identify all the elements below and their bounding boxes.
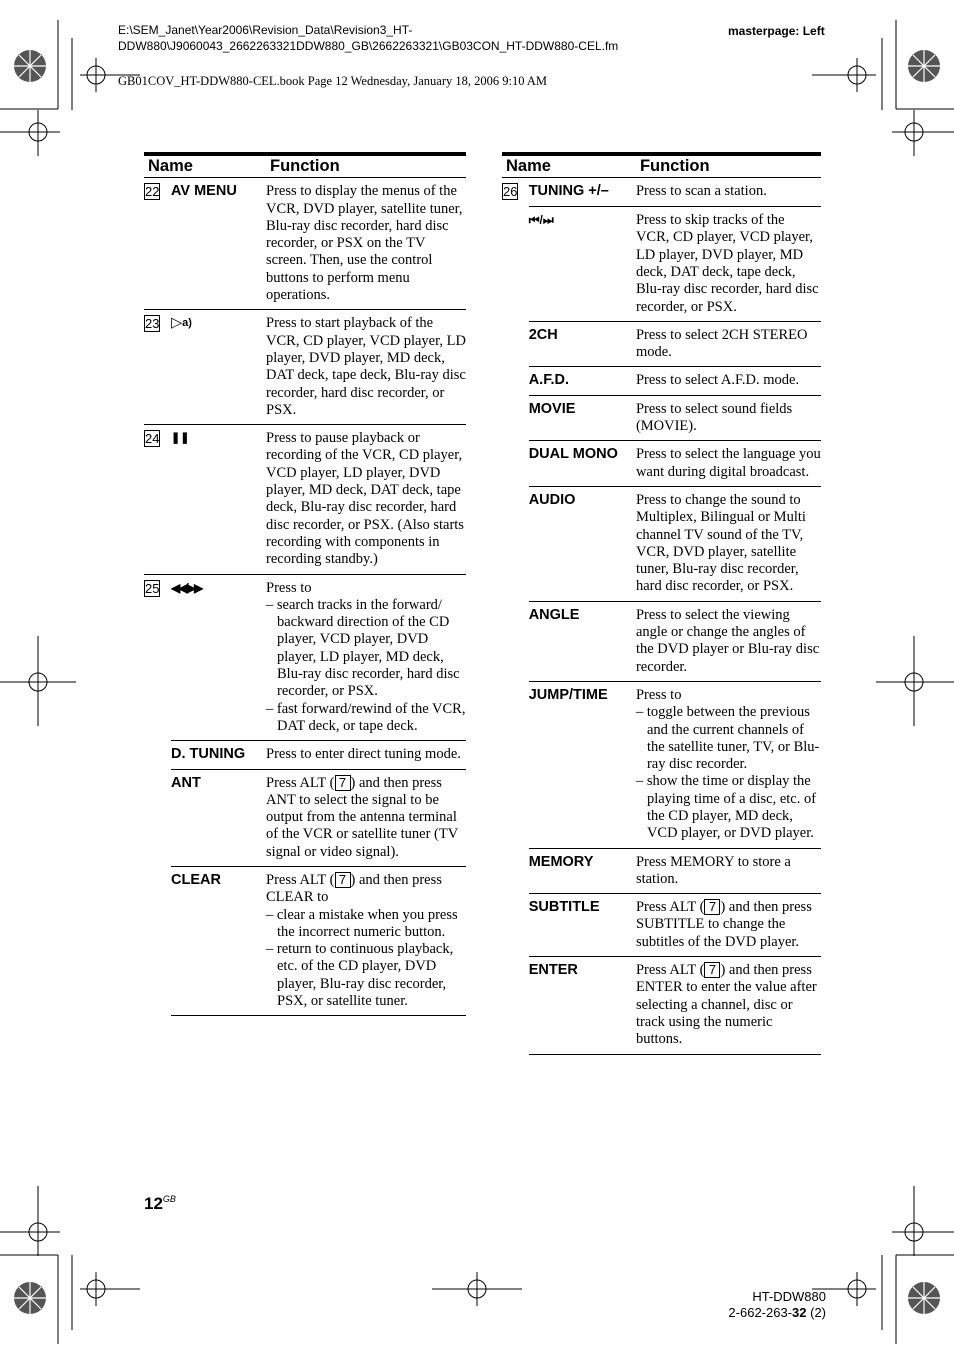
table-row (502, 321, 821, 367)
function-bullet: – clear a mistake when you press the incorrect numeric button. (266, 906, 458, 940)
table-header-row (502, 154, 821, 178)
table-row (502, 395, 821, 441)
button-function: Press ALT ( 7 ) and then press ENTER to enter the value after selecting a channel, disc or track using the numeric buttons. (636, 957, 821, 1054)
button-name: JUMP/TIME (529, 681, 636, 848)
item-number-badge: 24 (145, 431, 160, 447)
button-function: Press to select the language you want during digital broadcast. (636, 441, 821, 487)
function-bullet: – fast forward/rewind of the VCR, DAT deck, or tape deck. (266, 700, 466, 734)
function-bullet: – search tracks in the forward/ backward direction of the CD player, VCD player, DVD player, LD player, MD deck, Blu-ray disc recorder, hard disc recorder, or PSX. (266, 596, 460, 700)
function-table-left (144, 152, 466, 1016)
file-path-line2: DDW880\J9060043_2662263321DDW880_GB\2662263321\GB03CON_HT-DDW880-CEL.fm (118, 39, 619, 53)
table-row (502, 178, 821, 207)
table-row (144, 866, 466, 1015)
function-table-right (502, 152, 821, 1055)
alt-key-icon: 7 (335, 872, 351, 888)
button-name: MEMORY (529, 848, 636, 894)
function-bullet: – toggle between the previous and the current channels of the satellite tuner, TV, or Blu-ray disc recorder. (635, 704, 820, 773)
button-name: ANGLE (529, 601, 636, 681)
button-function: Press to pause playback or recording of the VCR, CD player, VCD player, LD player, DVD player, MD deck, DAT deck, tape deck, Blu-ray disc recorder, hard disc recorder, or PSX. (Also starts recording with components in recording standby.) (266, 425, 466, 574)
function-bullet: – show the time or display the playing time of a disc, etc. of the CD player, MD deck, VCD player, or DVD player. (635, 773, 817, 842)
button-function (636, 681, 821, 848)
button-name: TUNING +/– (529, 178, 636, 207)
button-name: 2CH (529, 321, 636, 367)
button-name: MOVIE (529, 395, 636, 441)
button-function: Press to change the sound to Multiplex, Bilingual or Multi channel TV sound of the TV, VCR, DVD player, satellite tuner, Blu-ray disc recorder, hard disc recorder, or PSX. (636, 486, 821, 601)
table-row (502, 681, 821, 848)
button-name: AUDIO (529, 486, 636, 601)
button-function: Press MEMORY to store a station. (636, 848, 821, 894)
table-row (144, 574, 466, 741)
pause-icon: ❚❚ (171, 425, 266, 574)
item-number-badge: 25 (145, 580, 160, 596)
table-row (502, 441, 821, 487)
button-function: Press to start playback of the VCR, CD player, VCD player, LD player, DVD player, MD deck, DAT deck, tape deck, Blu-ray disc recorder, hard disc recorder, or PSX. (266, 310, 466, 425)
item-number-badge: 23 (145, 316, 160, 332)
play-icon: ▷ (171, 315, 183, 332)
button-name: D. TUNING (171, 741, 266, 769)
button-function: Press to select sound fields (MOVIE). (636, 395, 821, 441)
table-row (144, 769, 466, 866)
button-function: Press to scan a station. (636, 178, 821, 207)
book-info-line: GB01COV_HT-DDW880-CEL.book Page 12 Wednesday, January 18, 2006 9:10 AM (118, 74, 548, 88)
skip-prev-next-icon: ⏮/⏭ (529, 207, 636, 322)
button-name: ANT (171, 769, 266, 866)
table-row (144, 425, 466, 574)
table-row (502, 367, 821, 395)
table-row (144, 310, 466, 425)
model-code (724, 1289, 826, 1321)
button-name: CLEAR (171, 866, 266, 1015)
table-row (502, 486, 821, 601)
table-row (502, 894, 821, 957)
button-name: ENTER (529, 957, 636, 1054)
table-row (144, 741, 466, 769)
function-column-header: Function (636, 154, 821, 178)
table-row (502, 601, 821, 681)
button-name: A.F.D. (529, 367, 636, 395)
model-name: HT-DDW880 (752, 1289, 826, 1304)
alt-key-icon: 7 (704, 899, 720, 915)
button-function: Press to enter direct tuning mode. (266, 741, 466, 769)
name-column-header: Name (144, 154, 266, 178)
button-function: Press to select the viewing angle or change the angles of the DVD player or Blu-ray disc recorder. (636, 601, 821, 681)
button-function: Press ALT ( 7 ) and then press ANT to select the signal to be output from the antenna terminal of the VCR or satellite tuner (TV signal or video signal). (266, 769, 466, 866)
function-bullet: – return to continuous playback, etc. of the CD player, DVD player, Blu-ray disc recorder, PSX, or satellite tuner. (266, 941, 454, 1010)
button-function: Press to select 2CH STEREO mode. (636, 321, 821, 367)
table-row (502, 848, 821, 894)
button-name: AV MENU (171, 178, 266, 310)
table-row (502, 957, 821, 1054)
function-column-header: Function (266, 154, 466, 178)
table-row (144, 178, 466, 310)
file-path-line1: E:\SEM_Janet\Year2006\Revision_Data\Revision3_HT- (118, 23, 413, 37)
item-number-badge: 22 (145, 184, 160, 200)
item-number-badge: 26 (503, 184, 518, 200)
button-function: Press ALT ( 7 ) and then press SUBTITLE to change the subtitles of the DVD player. (636, 894, 821, 957)
masterpage-label: masterpage: Left (728, 24, 825, 38)
footnote-marker: a) (182, 317, 192, 330)
button-name: SUBTITLE (529, 894, 636, 957)
button-function: Press to display the menus of the VCR, DVD player, satellite tuner, Blu-ray disc recorder, hard disc recorder, or PSX on the TV screen. Then, use the control buttons to perform menu operations. (266, 178, 466, 310)
part-number: 2-662-263-32 (2) (728, 1305, 826, 1320)
button-function: Press to skip tracks of the VCR, CD player, VCD player, LD player, DVD player, MD deck, DAT deck, tape deck, Blu-ray disc recorder, hard disc recorder, or PSX. (636, 207, 821, 322)
name-column-header: Name (502, 154, 636, 178)
button-function: Press to select A.F.D. mode. (636, 367, 821, 395)
alt-key-icon: 7 (704, 962, 720, 978)
function-intro: Press to (266, 579, 312, 596)
button-function (266, 574, 466, 741)
page-number: $12^{GB}$ (144, 1194, 176, 1213)
alt-key-icon: 7 (335, 775, 351, 791)
function-intro: Press to (635, 686, 682, 703)
file-path (118, 22, 698, 54)
rewind-forward-icon: ◀◀/▶▶ (171, 574, 266, 741)
button-function: Press ALT ( 7 ) and then press CLEAR to – clear a mistake when you press the incorrect numeric button. – return to continuous playback, etc. of the CD player, DVD player, Blu-ray disc recorder, PSX, or satellite tuner. (266, 866, 466, 1015)
table-header-row (144, 154, 466, 178)
table-row (502, 207, 821, 322)
page-suffix: GB (162, 1194, 176, 1204)
button-name: DUAL MONO (529, 441, 636, 487)
